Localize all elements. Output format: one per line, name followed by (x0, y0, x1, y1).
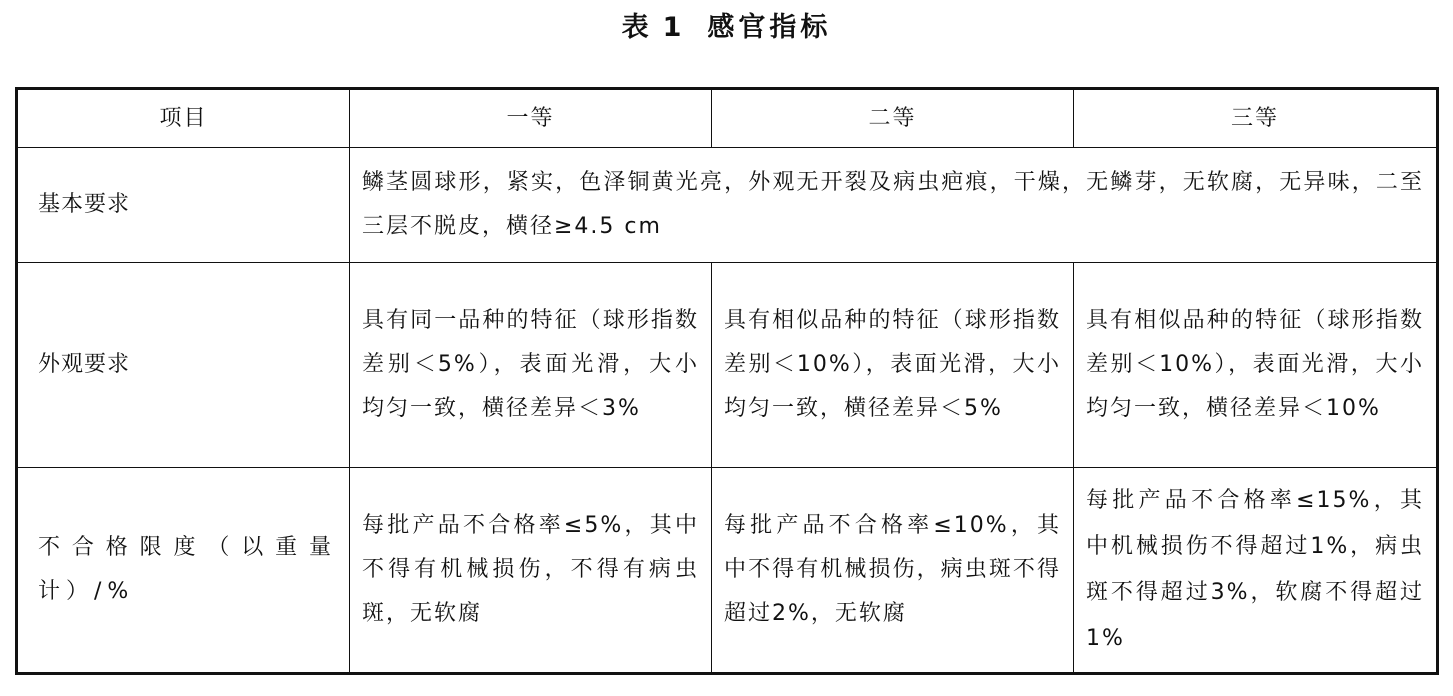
table-row (17, 263, 1438, 468)
basic-requirement-text: 鳞茎圆球形，紧实，色泽铜黄光亮，外观无开裂及病虫疤痕，干燥，无鳞芽，无软腐，无异味，二至三层不脱皮，横径≥4.5 cm (350, 148, 1438, 263)
sensory-index-table (15, 87, 1439, 675)
tolerance-grade-3: 每批产品不合格率≤15%，其中机械损伤不得超过1%，病虫斑不得超过3%，软腐不得超过1% (1074, 468, 1438, 674)
table-row (17, 468, 1438, 674)
caption-title: 感官指标 (707, 12, 832, 43)
header-item: 项目 (17, 89, 350, 148)
row-label-appearance: 外观要求 (17, 263, 350, 468)
table-caption (0, 8, 1453, 48)
table-header-row (17, 89, 1438, 148)
caption-label: 表 (621, 12, 653, 43)
header-grade-3: 三等 (1074, 89, 1438, 148)
tolerance-grade-1: 每批产品不合格率≤5%，其中不得有机械损伤，不得有病虫斑，无软腐 (350, 468, 712, 674)
appearance-grade-3: 具有相似品种的特征（球形指数差别＜10%），表面光滑，大小均匀一致，横径差异＜10% (1074, 263, 1438, 468)
appearance-grade-2: 具有相似品种的特征（球形指数差别＜10%），表面光滑，大小均匀一致，横径差异＜5% (712, 263, 1074, 468)
table-row (17, 148, 1438, 263)
header-grade-1: 一等 (350, 89, 712, 148)
appearance-grade-1: 具有同一品种的特征（球形指数差别＜5%），表面光滑，大小均匀一致，横径差异＜3% (350, 263, 712, 468)
tolerance-grade-2: 每批产品不合格率≤10%，其中不得有机械损伤，病虫斑不得超过2%，无软腐 (712, 468, 1074, 674)
header-grade-2: 二等 (712, 89, 1074, 148)
row-label-tolerance: 不合格限度（以重量计）/% (17, 468, 350, 674)
row-label-basic: 基本要求 (17, 148, 350, 263)
caption-number: 1 (662, 12, 686, 43)
